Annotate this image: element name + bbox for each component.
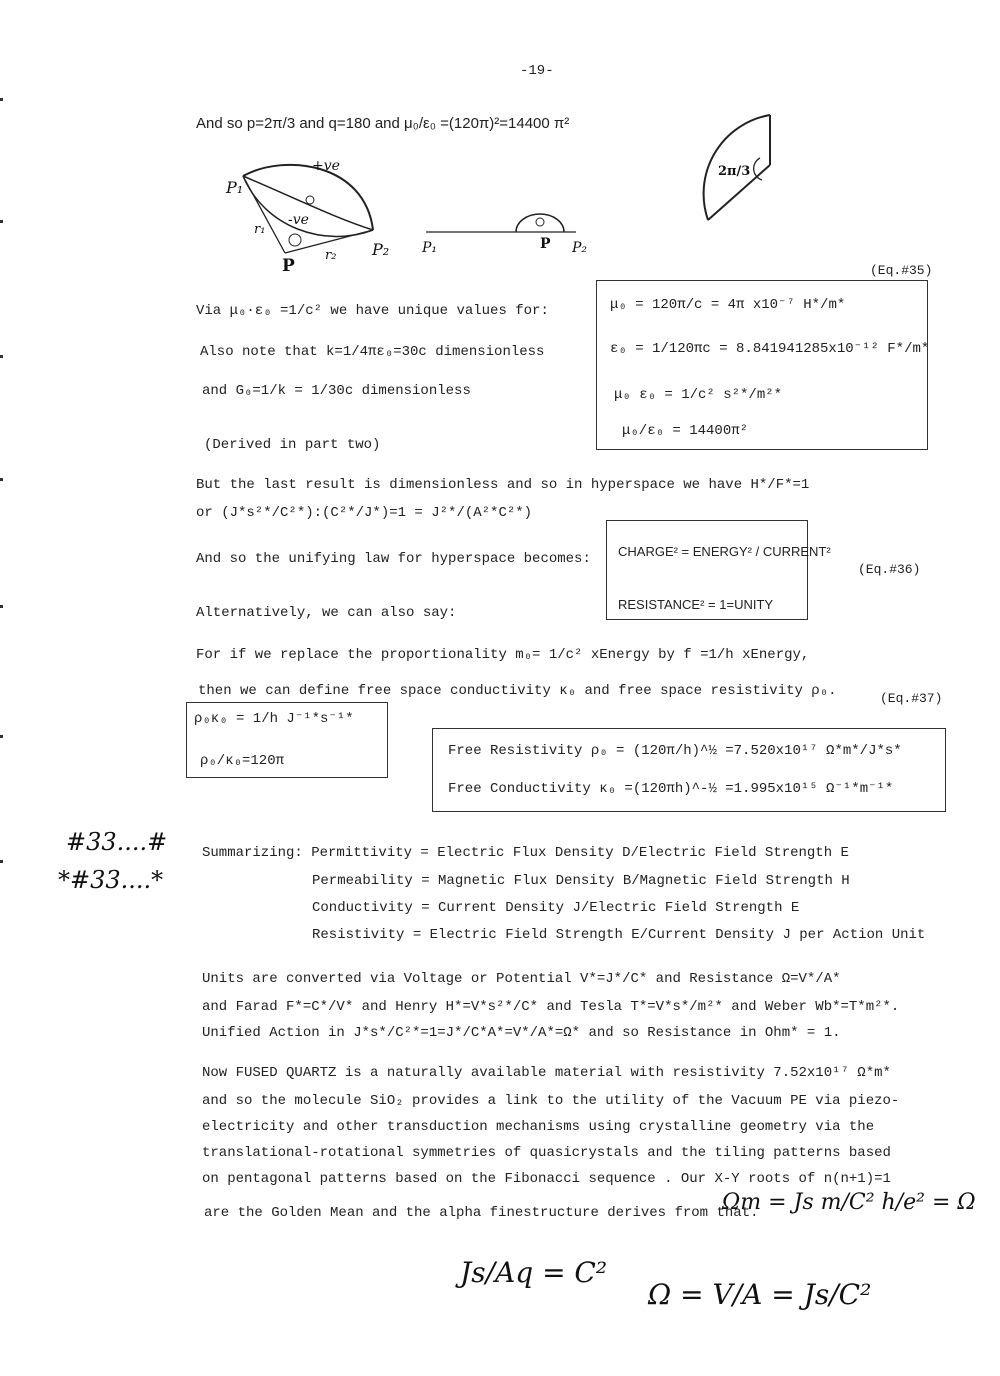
quartz-line-3: electricity and other transduction mechanisms using crystalline geometry via the (202, 1119, 875, 1135)
eq37-left-line1: ρ₀κ₀ = 1/h J⁻¹*s⁻¹* (194, 711, 354, 727)
or-line: or (J*s²*/C²*):(C²*/J*)=1 = J²*/(A²*C²*) (196, 505, 533, 521)
summ-line-2: Permeability = Magnetic Flux Density B/Magnetic Field Strength H (312, 873, 850, 889)
quartz-line-1: Now FUSED QUARTZ is a naturally available material with resistivity 7.52x10¹⁷ Ω*m* (202, 1065, 891, 1081)
margin-dot (0, 605, 3, 608)
eq36-line2: RESISTANCE² = 1=UNITY (618, 597, 774, 612)
handwritten-note-1: #33....# (66, 828, 168, 856)
derived-line: (Derived in part two) (204, 437, 381, 453)
handwritten-note-2: *#33....* (58, 866, 164, 894)
eq37-right-line2: Free Conductivity κ₀ =(120πh)^-½ =1.995x10¹⁵ Ω⁻¹*m⁻¹* (448, 781, 894, 797)
eq36-line1: CHARGE² = ENERGY² / CURRENT² (618, 544, 831, 559)
margin-dot (0, 735, 3, 738)
also-note-line: Also note that k=1/4πε₀=30c dimensionless (200, 344, 545, 360)
summ-line-3: Conductivity = Current Density J/Electric Field Strength E (312, 900, 800, 916)
line-p1-label: P₁ (422, 240, 438, 256)
diagram-minus-ve-label: -ve (288, 212, 309, 228)
eq37-right-box (432, 728, 946, 812)
and-g-line: and G₀=1/k = 1/30c dimensionless (202, 383, 471, 399)
eq35-label: (Eq.#35) (870, 263, 933, 278)
line-p-q: And so p=2π/3 and q=180 and μ₀/ε₀ =(120π)²=14400 π² (196, 115, 570, 132)
margin-dot (0, 478, 3, 481)
diagram-p-label: P (282, 256, 295, 276)
but-line: But the last result is dimensionless and so in hyperspace we have H*/F*=1 (196, 477, 810, 493)
eq35-muratio: μ₀/ε₀ = 14400π² (622, 423, 749, 439)
summ-line-1: Summarizing: Permittivity = Electric Flux Density D/Electric Field Strength E (202, 845, 849, 861)
units-line-1: Units are converted via Voltage or Potential V*=J*/C* and Resistance Ω=V*/A* (202, 971, 841, 987)
eq37-right-line1: Free Resistivity ρ₀ = (120π/h)^½ =7.520x10¹⁷ Ω*m*/J*s* (448, 743, 902, 759)
quartz-line-4: translational-rotational symmetries of quasicrystals and the tiling patterns based (202, 1145, 891, 1161)
via-line: Via μ₀·ε₀ =1/c² we have unique values for: (196, 303, 549, 319)
margin-dot (0, 860, 3, 863)
margin-dot (0, 220, 3, 223)
line-p-label: P (540, 236, 551, 252)
summ-line-4: Resistivity = Electric Field Strength E/Current Density J per Action Unit (312, 927, 926, 943)
margin-dot (0, 355, 3, 358)
units-line-2: and Farad F*=C*/V* and Henry H*=V*s²*/C* and Tesla T*=V*s*/m²* and Weber Wb*=T*m²*. (202, 999, 900, 1015)
eq37-label: (Eq.#37) (880, 691, 943, 706)
diagram-p2-label: P₂ (372, 240, 390, 259)
eq36-label: (Eq.#36) (858, 562, 921, 577)
margin-dot (0, 98, 3, 101)
for-if-line: For if we replace the proportionality m₀= 1/c² xEnergy by f =1/h xEnergy, (196, 647, 810, 663)
line-diagram (426, 210, 586, 250)
handwritten-formula-3: Ω = V/A = Js/C² (648, 1278, 872, 1311)
diagram-r1-label: r₁ (254, 222, 266, 237)
eq35-eps: ε₀ = 1/120πc = 8.841941285x10⁻¹² F*/m* (610, 341, 930, 357)
handwritten-formula-1: Ωm = Js m/C² h/e² = Ω (722, 1190, 976, 1215)
units-line-3: Unified Action in J*s*/C²*=1=J*/C*A*=V*/A*=Ω* and so Resistance in Ohm* = 1. (202, 1025, 841, 1041)
quartz-line-2: and so the molecule SiO₂ provides a link to the utility of the Vacuum PE via piezo- (202, 1093, 900, 1109)
diagram-plus-ve-label: +ve (312, 158, 340, 174)
handwritten-formula-2: Js/Aq = C² (460, 1256, 608, 1289)
eq37-left-line2: ρ₀/κ₀=120π (200, 753, 285, 769)
quartz-line-5: on pentagonal patterns based on the Fibonacci sequence . Our X-Y roots of n(n+1)=1 (202, 1171, 891, 1187)
page-number: -19- (520, 63, 554, 79)
diagram-r2-label: r₂ (325, 248, 337, 263)
sector-angle-label: 2π/3 (718, 164, 751, 179)
alternatively-line: Alternatively, we can also say: (196, 605, 457, 621)
eq35-mu: μ₀ = 120π/c = 4π x10⁻⁷ H*/m* (610, 297, 846, 313)
diagram-p1-label: P₁ (226, 178, 244, 197)
line-p2-label: P₂ (572, 240, 588, 256)
then-line: then we can define free space conductivity κ₀ and free space resistivity ρ₀. (198, 683, 837, 699)
unifying-line: And so the unifying law for hyperspace becomes: (196, 551, 591, 567)
quartz-line-6: are the Golden Mean and the alpha finestructure derives from that. (204, 1205, 759, 1221)
eq35-mueps: μ₀ ε₀ = 1/c² s²*/m²* (614, 387, 783, 403)
